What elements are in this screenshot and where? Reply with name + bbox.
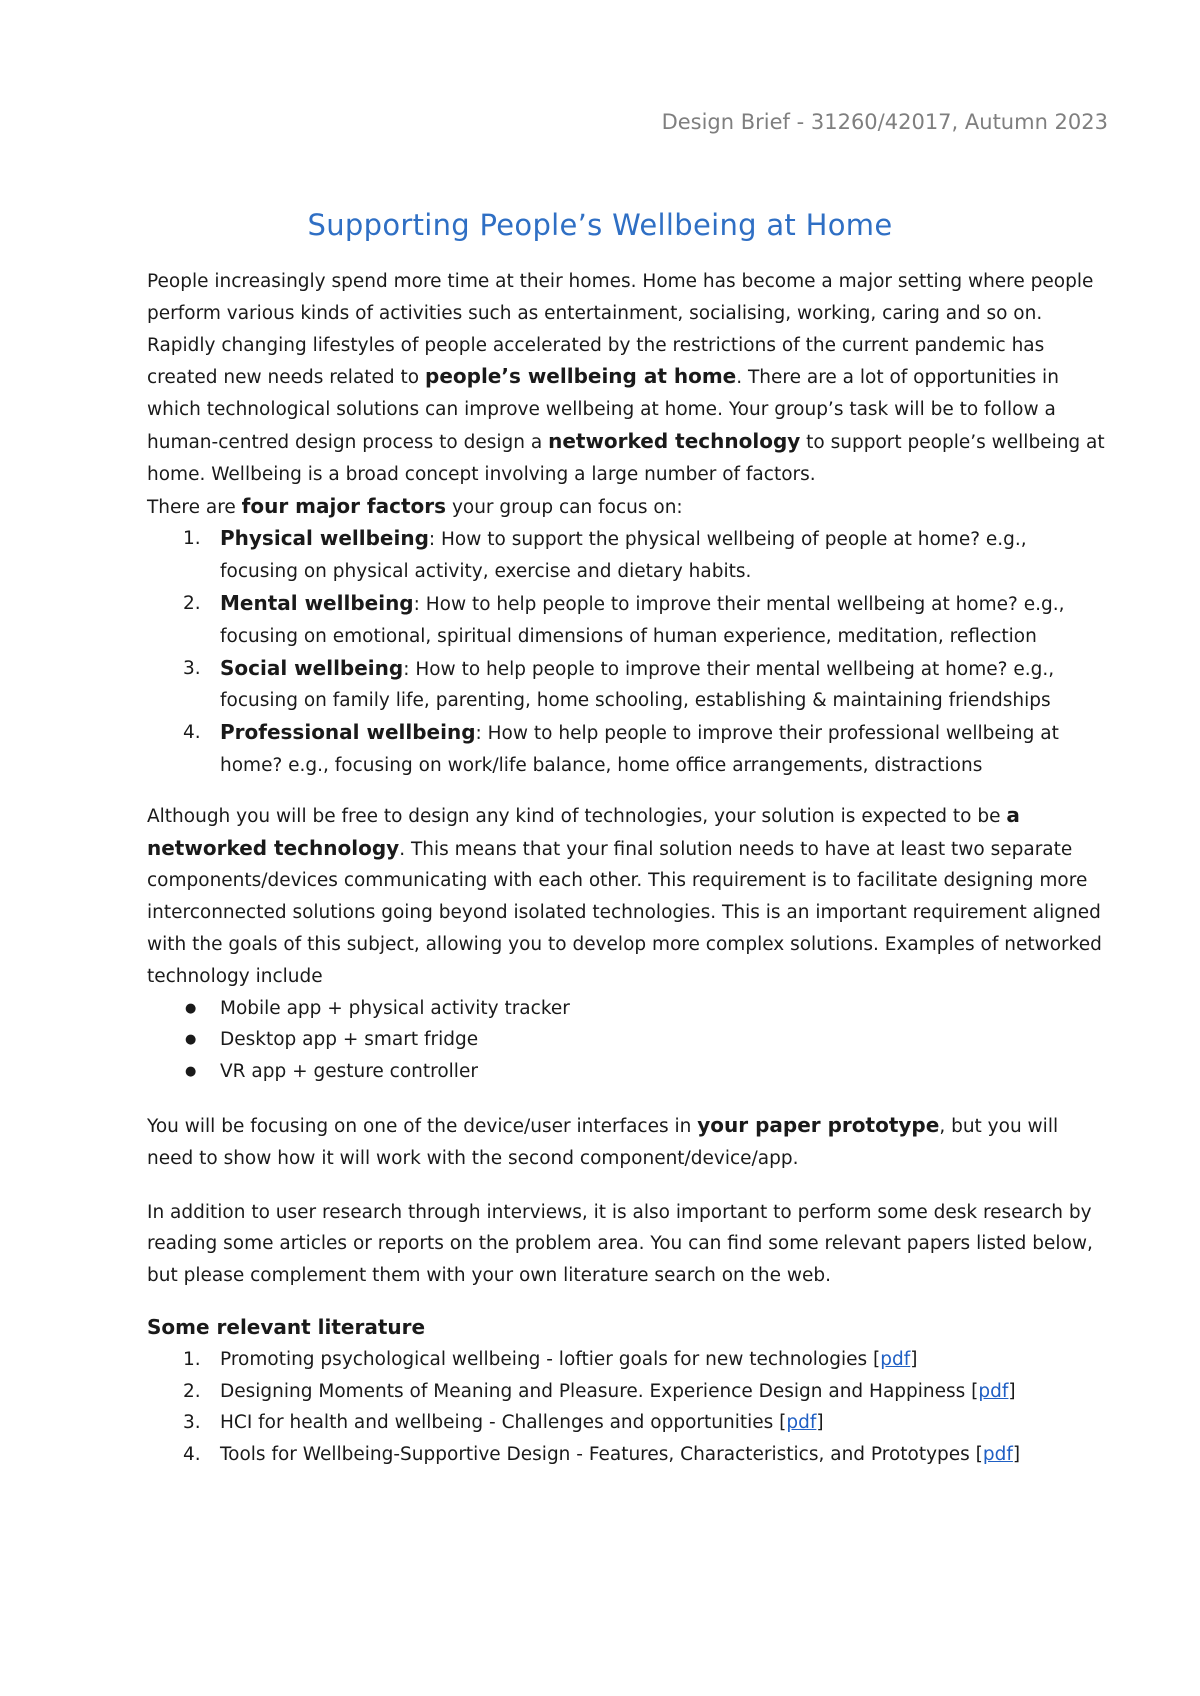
factor-desc: : How to help people to improve their professional wellbeing at home? e.g., focusing on work/life balance, home office arrangements, distractions xyxy=(220,723,1059,776)
literature-list xyxy=(147,1344,1107,1471)
prototype-paragraph: You will be focusing on one of the device/user interfaces in your paper prototype, but you will need to show how it will work with the second component/device/app. xyxy=(147,1112,1059,1169)
factor-item-mental xyxy=(147,588,1107,653)
factor-name: Social wellbeing xyxy=(220,655,404,680)
examples-list xyxy=(147,993,1107,1088)
literature-heading: Some relevant literature xyxy=(147,1314,426,1339)
factor-item-physical xyxy=(147,523,1107,588)
pdf-link[interactable]: pdf xyxy=(978,1380,1009,1402)
pdf-link[interactable]: pdf xyxy=(880,1348,911,1370)
list-number: 4. xyxy=(183,1444,201,1466)
factor-item-social xyxy=(147,653,1107,718)
bullet-icon: ● xyxy=(185,1032,197,1048)
pdf-link[interactable]: pdf xyxy=(982,1444,1013,1466)
list-number: 1. xyxy=(183,528,201,550)
factor-name: Professional wellbeing xyxy=(220,720,476,745)
networked-paragraph: Although you will be free to design any kind of technologies, your solution is expected to be a networked technology. This means that your final solution needs to have at least two separate components/devices communicating with each other. This requirement is to facilitate designing more interconnected solutions going beyond isolated technologies. This is an important requirement aligned with the goals of this subject, allowing you to develop more complex solutions. Examples of networked technology include xyxy=(147,802,1102,987)
list-number: 2. xyxy=(183,592,201,614)
research-paragraph: In addition to user research through interviews, it is also important to perform some desk research by reading some articles or reports on the problem area. You can find some relevant papers listed below, but please complement them with your own literature search on the web. xyxy=(147,1201,1093,1287)
factor-name: Mental wellbeing xyxy=(220,590,414,615)
example-item: ● VR app + gesture controller xyxy=(147,1056,1107,1088)
literature-item: 3. HCI for health and wellbeing - Challenges and opportunities [pdf] xyxy=(147,1407,1107,1439)
factor-item-professional xyxy=(147,717,1107,782)
factors-list xyxy=(147,523,1107,781)
factor-desc: : How to help people to improve their mental wellbeing at home? e.g., focusing on emotional, spiritual dimensions of human experience, meditation, reflection xyxy=(220,593,1065,647)
emphasis-paper-prototype: your paper prototype xyxy=(697,1112,940,1137)
list-number: 3. xyxy=(183,657,201,679)
factors-intro: There are four major factors your group can focus on: xyxy=(147,493,683,518)
emphasis-four-factors: four major factors xyxy=(241,493,447,518)
pdf-link[interactable]: pdf xyxy=(786,1412,817,1434)
factor-name: Physical wellbeing xyxy=(220,526,429,551)
header-note: Design Brief - 31260/42017, Autumn 2023 xyxy=(661,110,1108,134)
list-number: 1. xyxy=(183,1348,201,1370)
intro-paragraph: People increasingly spend more time at their homes. Home has become a major setting where people perform various kinds of activities such as entertainment, socialising, working, caring and so on. Rapidly changing lifestyles of people accelerated by the restrictions of the current pandemic has created new needs related to people’s wellbeing at home. There are a lot of opportunities in which technological solutions can improve wellbeing at home. Your group’s task will be to follow a human-centred design process to design a networked technology to support people’s wellbeing at home. Wellbeing is a broad concept involving a large number of factors. xyxy=(147,271,1105,485)
factor-desc: : How to support the physical wellbeing of people at home? e.g., focusing on physical activity, exercise and dietary habits. xyxy=(220,529,1027,583)
document-body xyxy=(147,266,1107,1471)
bullet-icon: ● xyxy=(185,1000,197,1016)
example-item: ● Desktop app + smart fridge xyxy=(147,1024,1107,1056)
literature-item: 1. Promoting psychological wellbeing - loftier goals for new technologies [pdf] xyxy=(147,1344,1107,1376)
list-number: 3. xyxy=(183,1412,201,1434)
emphasis-wellbeing-at-home: people’s wellbeing at home xyxy=(425,364,737,389)
list-number: 4. xyxy=(183,722,201,744)
list-number: 2. xyxy=(183,1380,201,1402)
factor-desc: : How to help people to improve their mental wellbeing at home? e.g., focusing on family life, parenting, home schooling, establishing & maintaining friendships xyxy=(220,658,1055,712)
emphasis-a-networked-technology: a networked technology xyxy=(147,802,1020,860)
literature-item: 4. Tools for Wellbeing-Supportive Design - Features, Characteristics, and Prototypes [pdf] xyxy=(147,1439,1107,1471)
document-title: Supporting People’s Wellbeing at Home xyxy=(307,208,893,242)
example-item: ● Mobile app + physical activity tracker xyxy=(147,993,1107,1025)
emphasis-networked-technology: networked technology xyxy=(548,428,801,453)
bullet-icon: ● xyxy=(185,1064,197,1080)
literature-item: 2. Designing Moments of Meaning and Pleasure. Experience Design and Happiness [pdf] xyxy=(147,1376,1107,1408)
